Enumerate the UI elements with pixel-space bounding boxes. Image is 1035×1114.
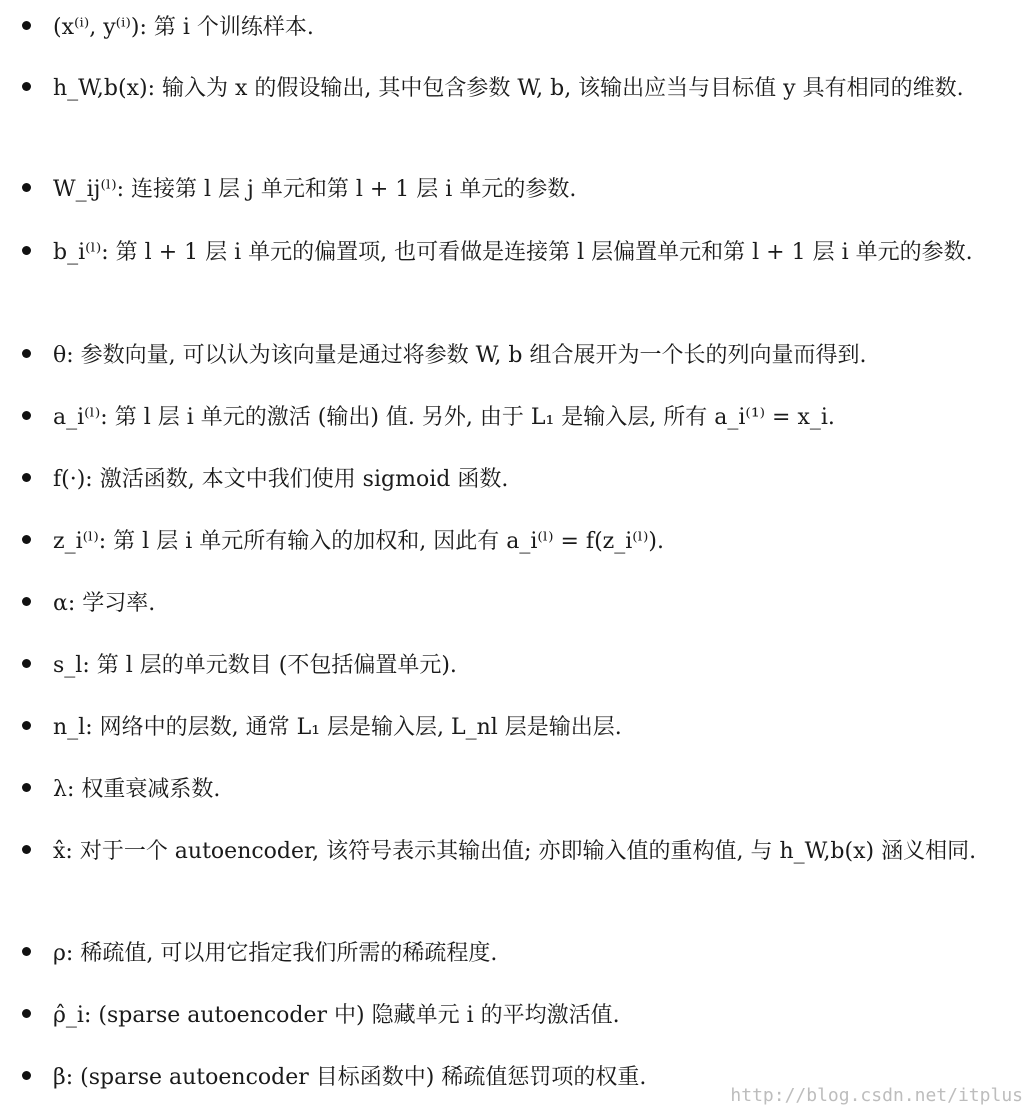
list-item-text: β: (sparse autoencoder 目标函数中) 稀疏值惩罚项的权重. bbox=[53, 1065, 647, 1090]
list-item bbox=[22, 69, 1022, 109]
list-item-text: b_i⁽ˡ⁾: 第 l + 1 层 i 单元的偏置项, 也可看做是连接第 l 层偏置单元和第 l + 1 层 i 单元的参数. bbox=[53, 240, 973, 265]
list-item bbox=[22, 170, 1022, 210]
bullet-icon bbox=[22, 246, 31, 255]
list-item-text: z_i⁽ˡ⁾: 第 l 层 i 单元所有输入的加权和, 因此有 a_i⁽ˡ⁾ = f(z_i⁽ˡ⁾). bbox=[53, 529, 664, 554]
bullet-icon bbox=[22, 1009, 31, 1018]
list-item-text: W_ij⁽ˡ⁾: 连接第 l 层 j 单元和第 l + 1 层 i 单元的参数. bbox=[53, 177, 577, 202]
list-item bbox=[22, 8, 1022, 48]
bullet-icon bbox=[22, 597, 31, 606]
bullet-icon bbox=[22, 535, 31, 544]
bullet-icon bbox=[22, 21, 31, 30]
list-item-text: f(·): 激活函数, 本文中我们使用 sigmoid 函数. bbox=[53, 467, 509, 492]
bullet-icon bbox=[22, 183, 31, 192]
list-item-text: x̂: 对于一个 autoencoder, 该符号表示其输出值; 亦即输入值的重构值, 与 h_W,b(x) 涵义相同. bbox=[53, 839, 977, 864]
list-item-text: λ: 权重衰减系数. bbox=[53, 777, 221, 802]
bullet-icon bbox=[22, 659, 31, 668]
bullet-icon bbox=[22, 1071, 31, 1080]
list-item bbox=[22, 708, 1022, 748]
list-item-text: s_l: 第 l 层的单元数目 (不包括偏置单元). bbox=[53, 653, 457, 678]
list-item-text: ρ: 稀疏值, 可以用它指定我们所需的稀疏程度. bbox=[53, 941, 498, 966]
bullet-icon bbox=[22, 947, 31, 956]
list-item bbox=[22, 646, 1022, 686]
list-item-text: α: 学习率. bbox=[53, 591, 156, 616]
list-item bbox=[22, 336, 1022, 376]
list-item-text: h_W,b(x): 输入为 x 的假设输出, 其中包含参数 W, b, 该输出应当与目标值 y 具有相同的维数. bbox=[53, 76, 964, 101]
bullet-icon bbox=[22, 721, 31, 730]
list-item-text: ρ̂_i: (sparse autoencoder 中) 隐藏单元 i 的平均激活值. bbox=[53, 1003, 620, 1028]
bullet-icon bbox=[22, 349, 31, 358]
list-item-text: (x⁽ⁱ⁾, y⁽ⁱ⁾): 第 i 个训练样本. bbox=[53, 15, 314, 40]
list-item bbox=[22, 460, 1022, 500]
list-item bbox=[22, 233, 1022, 273]
list-item bbox=[22, 398, 1022, 438]
list-item bbox=[22, 934, 1022, 974]
list-item-text: a_i⁽ˡ⁾: 第 l 层 i 单元的激活 (输出) 值. 另外, 由于 L₁ 是输入层, 所有 a_i⁽¹⁾ = x_i. bbox=[53, 405, 835, 430]
bullet-icon bbox=[22, 82, 31, 91]
list-item-text: θ: 参数向量, 可以认为该向量是通过将参数 W, b 组合展开为一个长的列向量而得到. bbox=[53, 343, 867, 368]
list-item bbox=[22, 770, 1022, 810]
list-item-text: n_l: 网络中的层数, 通常 L₁ 层是输入层, L_nl 层是输出层. bbox=[53, 715, 622, 740]
bullet-icon bbox=[22, 473, 31, 482]
list-item bbox=[22, 522, 1022, 562]
watermark-url: http://blog.csdn.net/itplus bbox=[730, 1085, 1023, 1106]
list-item bbox=[22, 996, 1022, 1036]
bullet-icon bbox=[22, 411, 31, 420]
list-item bbox=[22, 832, 1022, 872]
list-item bbox=[22, 584, 1022, 624]
bullet-icon bbox=[22, 783, 31, 792]
bullet-icon bbox=[22, 845, 31, 854]
